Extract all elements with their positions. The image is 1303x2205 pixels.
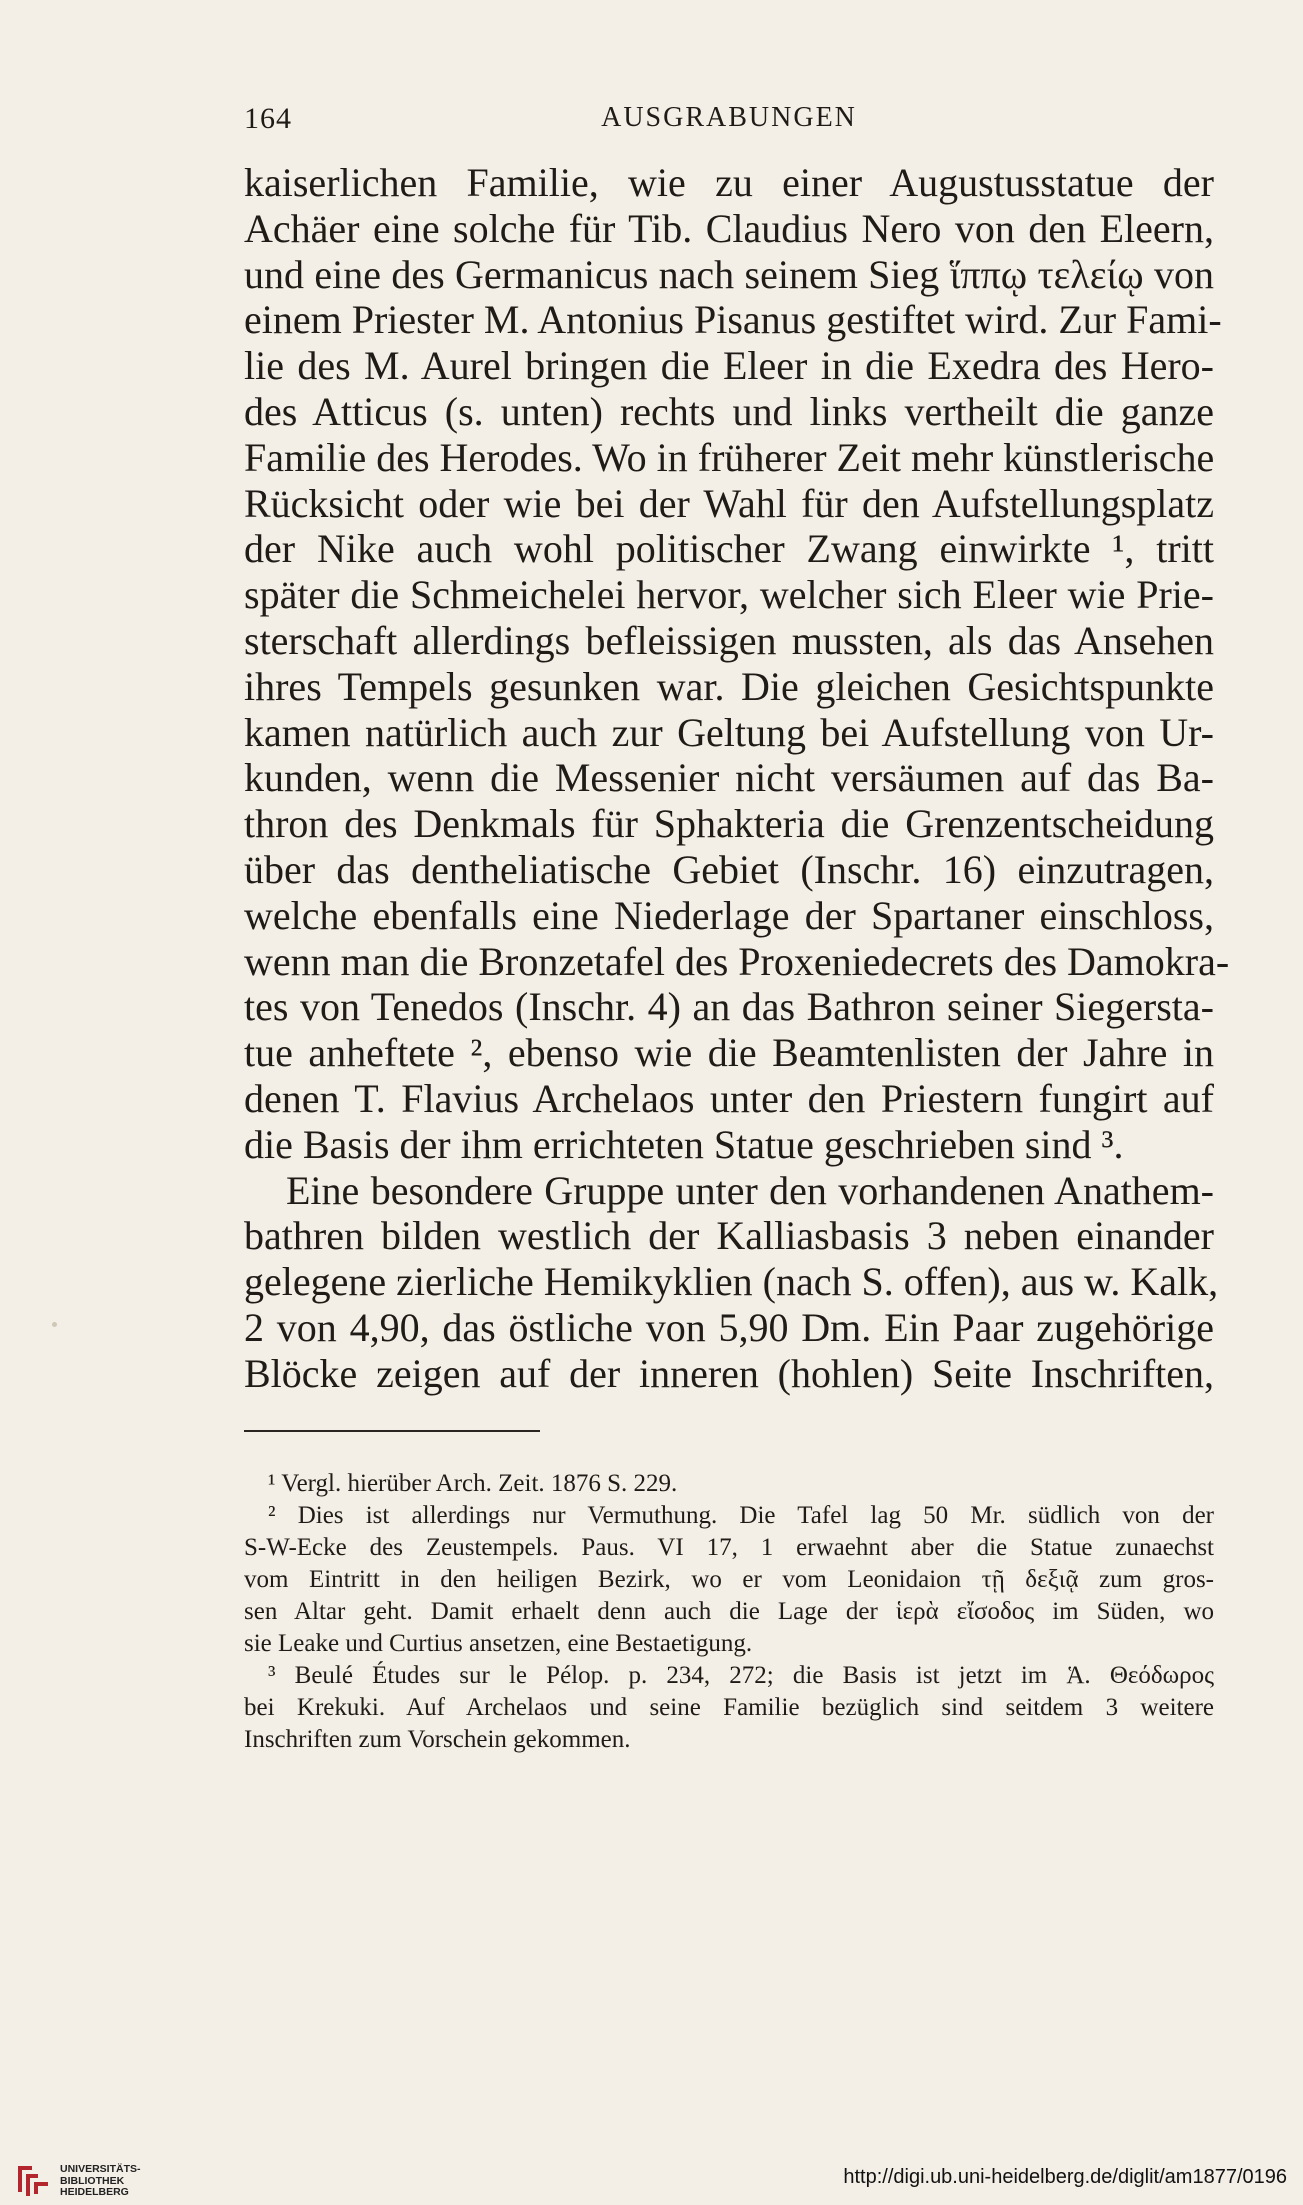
text-line: thron des Denkmals für Sphakteria die Grenzentscheidung [244, 801, 1214, 847]
library-logo [14, 2162, 174, 2198]
footnote-line: bei Krekuki. Auf Archelaos und seine Familie bezüglich sind seitdem 3 weitere [244, 1694, 1214, 1721]
text-line: über das dentheliatische Gebiet (Inschr. 16) einzutragen, [244, 846, 1214, 892]
footnote-line: vom Eintritt in den heiligen Bezirk, wo er vom Leonidaion τῇ δεξιᾷ zum gros- [244, 1566, 1214, 1593]
text-line: lie des M. Aurel bringen die Eleer in die Exedra des Hero- [244, 343, 1214, 389]
footnote-line: S-W-Ecke des Zeustempels. Paus. VI 17, 1 erwaehnt aber die Statue zunaechst [244, 1534, 1214, 1561]
footnote-line: ¹ Vergl. hierüber Arch. Zeit. 1876 S. 229. [268, 1470, 678, 1497]
footnote-line: sen Altar geht. Damit erhaelt denn auch die Lage der ἱερὰ εἴσοδος im Süden, wo [244, 1598, 1215, 1625]
text-line: die Basis der ihm errichteten Statue geschrieben sind ³. [244, 1121, 1124, 1167]
footnote-divider [244, 1430, 540, 1432]
page-header [244, 102, 1214, 142]
text-line: kamen natürlich auch zur Geltung bei Aufstellung von Ur- [244, 709, 1214, 755]
scan-speck [52, 1322, 57, 1327]
text-line: später die Schmeichelei hervor, welcher sich Eleer wie Prie- [244, 572, 1214, 618]
text-line: der Nike auch wohl politischer Zwang einwirkte ¹, tritt [244, 526, 1214, 572]
text-line: Familie des Herodes. Wo in früherer Zeit mehr künstlerische [244, 434, 1215, 480]
text-line: und eine des Germanicus nach seinem Sieg ἵππῳ τελείῳ von [244, 251, 1214, 297]
text-line: gelegene zierliche Hemikyklien (nach S. offen), aus w. Kalk, [244, 1259, 1219, 1305]
text-line: sterschaft allerdings befleissigen mussten, als das Ansehen [244, 617, 1214, 663]
text-line: welche ebenfalls eine Niederlage der Spartaner einschloss, [244, 892, 1214, 938]
library-name-line: HEIDELBERG [60, 2186, 129, 2198]
text-line: denen T. Flavius Archelaos unter den Priestern fungirt auf [244, 1075, 1214, 1121]
footnote-line: Inschriften zum Vorschein gekommen. [244, 1726, 631, 1753]
footnote-line: ³ Beulé Études sur le Pélop. p. 234, 272; die Basis ist jetzt im Ἁ. Θεόδωρος [268, 1662, 1214, 1689]
library-name-line: UNIVERSITÄTS- [60, 2163, 141, 2175]
text-line: tes von Tenedos (Inschr. 4) an das Bathron seiner Siegersta- [244, 984, 1214, 1030]
text-line: kunden, wenn die Messenier nicht versäumen auf das Ba- [244, 755, 1214, 801]
text-line: Rücksicht oder wie bei der Wahl für den Aufstellungsplatz [244, 480, 1214, 526]
text-line: einem Priester M. Antonius Pisanus gestiftet wird. Zur Fami- [244, 297, 1222, 343]
text-line: wenn man die Bronzetafel des Proxeniedecrets des Damokra- [244, 938, 1230, 984]
library-logo-icon [14, 2162, 54, 2198]
text-line: des Atticus (s. unten) rechts und links vertheilt die ganze [244, 388, 1214, 434]
footnote-line: ² Dies ist allerdings nur Vermuthung. Die Tafel lag 50 Mr. südlich von der [268, 1502, 1214, 1529]
text-line: bathren bilden westlich der Kalliasbasis 3 neben einander [244, 1213, 1214, 1259]
footnotes [244, 1468, 1214, 1756]
page-number: 164 [244, 102, 292, 135]
text-line: Eine besondere Gruppe unter den vorhandenen Anathem- [286, 1167, 1214, 1213]
main-text [244, 160, 1230, 1397]
footnote-line: sie Leake und Curtius ansetzen, eine Bestaetigung. [244, 1630, 753, 1657]
text-line: tue anheftete ², ebenso wie die Beamtenlisten der Jahre in [244, 1030, 1214, 1076]
library-name [60, 2164, 141, 2199]
library-name-line: BIBLIOTHEK [60, 2174, 125, 2187]
text-line: Achäer eine solche für Tib. Claudius Nero von den Eleern, [244, 205, 1214, 251]
text-line: 2 von 4,90, das östliche von 5,90 Dm. Ein Paar zugehörige [244, 1304, 1214, 1350]
text-line: Blöcke zeigen auf der inneren (hohlen) Seite Inschriften, [244, 1350, 1214, 1396]
text-line: kaiserlichen Familie, wie zu einer Augustusstatue der [244, 160, 1214, 205]
text-line: ihres Tempels gesunken war. Die gleichen Gesichtspunkte [244, 663, 1214, 709]
running-title: AUSGRABUNGEN [601, 102, 857, 133]
source-url-link[interactable]: http://digi.ub.uni-heidelberg.de/diglit/am1877/0196 [843, 2166, 1287, 2188]
